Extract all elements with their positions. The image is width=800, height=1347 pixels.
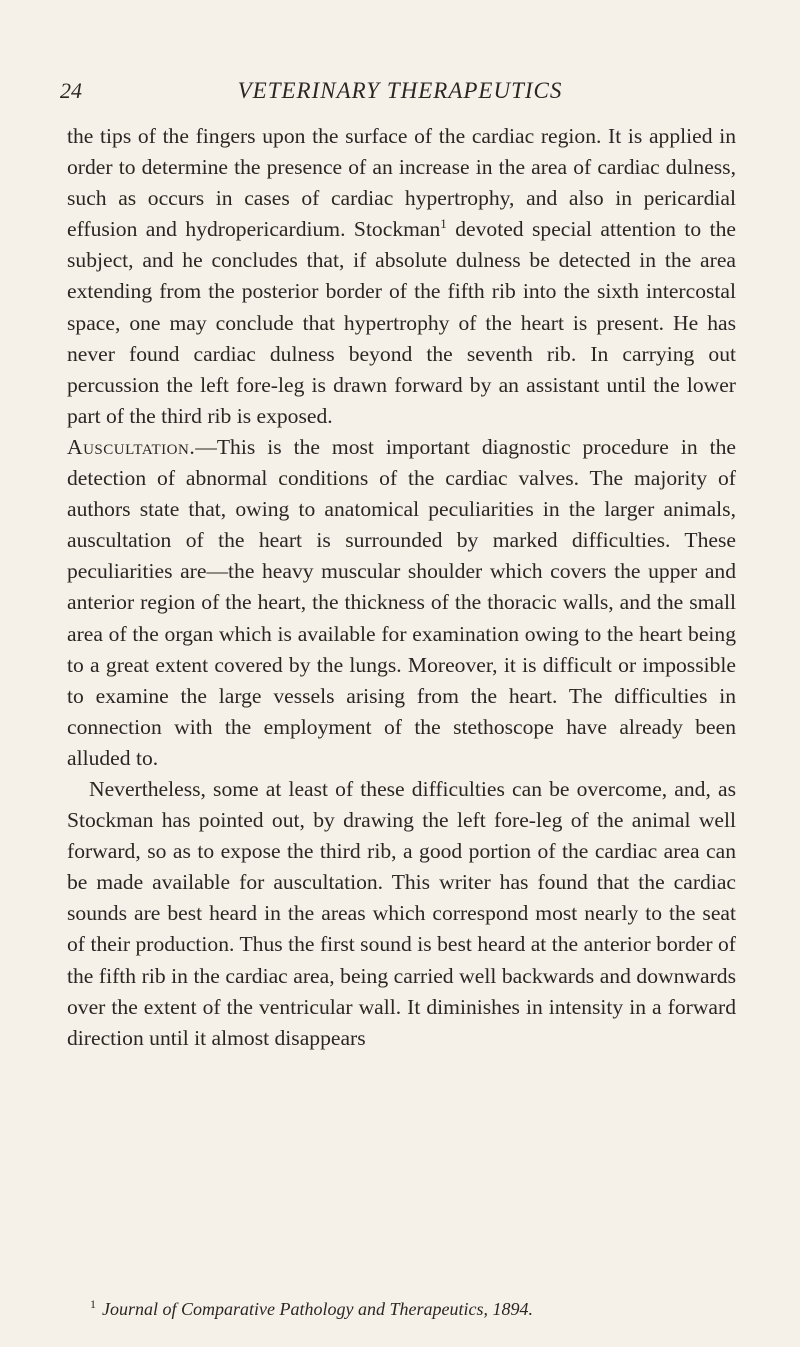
page-number: 24 (60, 78, 82, 103)
paragraph-1-part-b: devoted special attention to the subject, and he concludes that, if absolute dulness be detected in the area extending from the posterior border of the fifth rib into the sixth intercostal space, one may conclude that hypertrophy of the heart is present. He has never found cardiac dulness beyond the seventh rib. In carrying out percussion the left fore-leg is drawn forward by an assistant until the lower part of the third rib is exposed. (67, 217, 736, 428)
footnote (90, 1297, 730, 1320)
paragraph-1 (67, 121, 736, 432)
footnote-marker: 1 (90, 1297, 96, 1311)
body-text (67, 121, 736, 1054)
footnote-text: Journal of Comparative Pathology and Therapeutics, 1894. (102, 1299, 533, 1319)
running-title: VETERINARY THERAPEUTICS (237, 78, 563, 103)
paragraph-2 (67, 432, 736, 774)
paragraph-3 (67, 774, 736, 1054)
paragraph-1-part-a: the tips of the fingers upon the surface of the cardiac region. It is applied in order to determine the presence of an increase in the area of cardiac dulness, such as occurs in cases of cardiac hypertrophy, and also in pericardial effusion and hydropericardium. Stockman (67, 124, 736, 242)
footnote-reference: 1 (440, 216, 447, 232)
paragraph-3-text: Nevertheless, some at least of these difficulties can be overcome, and, as Stockman has pointed out, by drawing the left fore-leg of the animal well forward, so as to expose the third rib, a good portion of the cardiac area can be made available for auscultation. This writer has found that the cardiac sounds are best heard in the areas which correspond most nearly to the seat of their production. Thus the first sound is best heard at the anterior border of the fifth rib in the cardiac area, being carried well backwards and downwards over the extent of the ventricular wall. It diminishes in intensity in a forward direction until it almost disappears (67, 776, 736, 1050)
paragraph-2-text: —This is the most important diagnostic procedure in the detection of abnormal conditions of the cardiac valves. The majority of authors state that, owing to anatomical peculiarities in the larger animals, auscultation of the heart is surrounded by marked difficulties. These peculiarities are—the heavy muscular shoulder which covers the upper and anterior region of the heart, the thickness of the thoracic walls, and the small area of the organ which is available for examination owing to the heart being to a great extent covered by the lungs. Moreover, it is difficult or impossible to examine the large vessels arising from the heart. The difficulties in connection with the employment of the stethoscope have already been alluded to. (67, 434, 736, 770)
page-header (60, 78, 740, 108)
section-heading-auscultation: Auscultation. (67, 434, 196, 459)
